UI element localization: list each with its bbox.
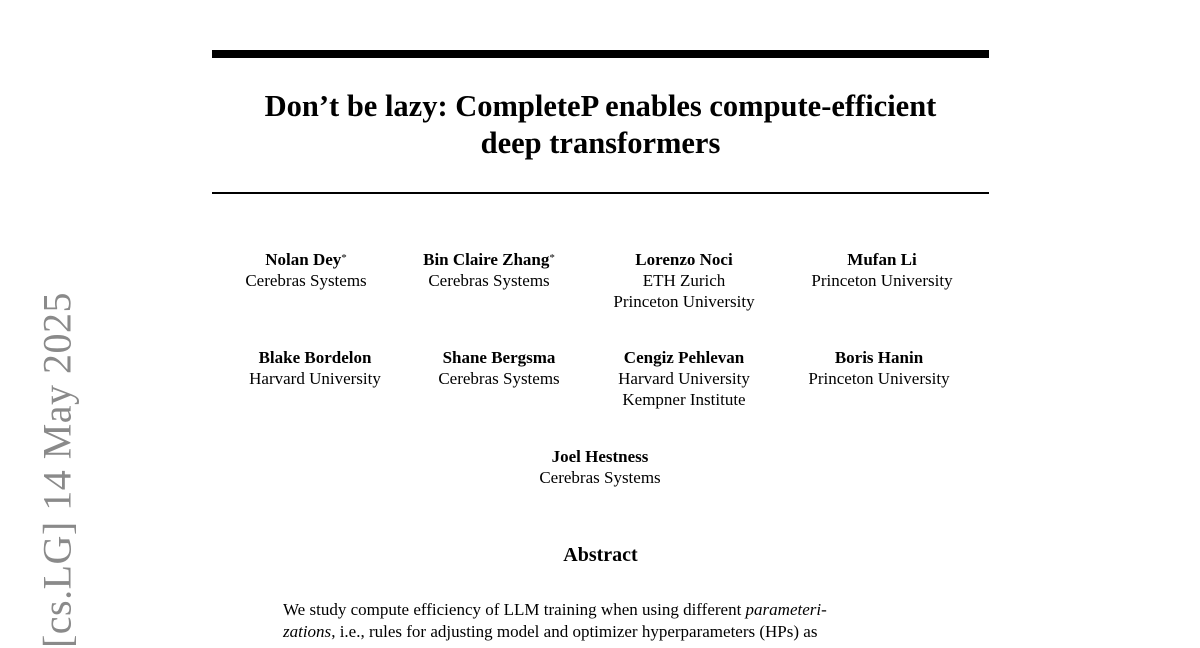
author-block <box>505 446 695 488</box>
arxiv-sidebar <box>22 0 92 648</box>
author-affiliation: Harvard University <box>618 369 750 388</box>
author-affiliation: Cerebras Systems <box>539 468 661 487</box>
author-name: Boris Hanin <box>834 348 924 367</box>
equal-contribution-mark: * <box>549 252 555 264</box>
author-block <box>589 347 779 410</box>
author-name: Joel Hestness <box>551 447 649 466</box>
abstract-heading: Abstract <box>563 544 638 566</box>
title-line-1: Don’t be lazy: CompleteP enables compute-efficient <box>264 89 937 123</box>
author-affiliation: Harvard University <box>249 369 381 388</box>
author-block <box>394 249 584 291</box>
equal-contribution-mark: * <box>341 252 347 264</box>
author-name: Mufan Li <box>847 250 917 269</box>
author-affiliation: Cerebras Systems <box>428 271 550 290</box>
author-block <box>589 249 779 312</box>
author-block <box>404 347 594 389</box>
paper-title <box>212 88 989 162</box>
author-block <box>784 347 974 389</box>
author-affiliation: Kempner Institute <box>622 390 746 409</box>
abstract-text <box>283 599 923 642</box>
author-name: Shane Bergsma <box>442 348 556 367</box>
author-name: Bin Claire Zhang* <box>423 250 555 269</box>
author-name: Blake Bordelon <box>258 348 372 367</box>
abstract-line: We study compute efficiency of LLM training when using different parameteri- <box>283 600 827 619</box>
author-affiliation: Princeton University <box>811 271 953 290</box>
author-name: Cengiz Pehlevan <box>623 348 745 367</box>
title-rule <box>212 192 989 194</box>
emphasis: parameteri- <box>745 600 827 619</box>
author-block <box>787 249 977 291</box>
author-affiliation: Princeton University <box>808 369 950 388</box>
author-affiliation: Princeton University <box>613 292 755 311</box>
abstract-line: zations, i.e., rules for adjusting model and optimizer hyperparameters (HPs) as <box>283 621 818 641</box>
author-affiliation: Cerebras Systems <box>245 271 367 290</box>
arxiv-stamp: [cs.LG] 14 May 2025 <box>34 291 80 648</box>
author-name: Lorenzo Noci <box>635 250 733 269</box>
author-name: Nolan Dey* <box>265 250 347 269</box>
author-affiliation: Cerebras Systems <box>438 369 560 388</box>
author-block <box>220 347 410 389</box>
emphasis: zations <box>283 621 332 641</box>
author-affiliation: ETH Zurich <box>642 271 726 290</box>
author-block <box>211 249 401 291</box>
top-rule <box>212 50 989 58</box>
title-line-2: deep transformers <box>480 126 721 160</box>
